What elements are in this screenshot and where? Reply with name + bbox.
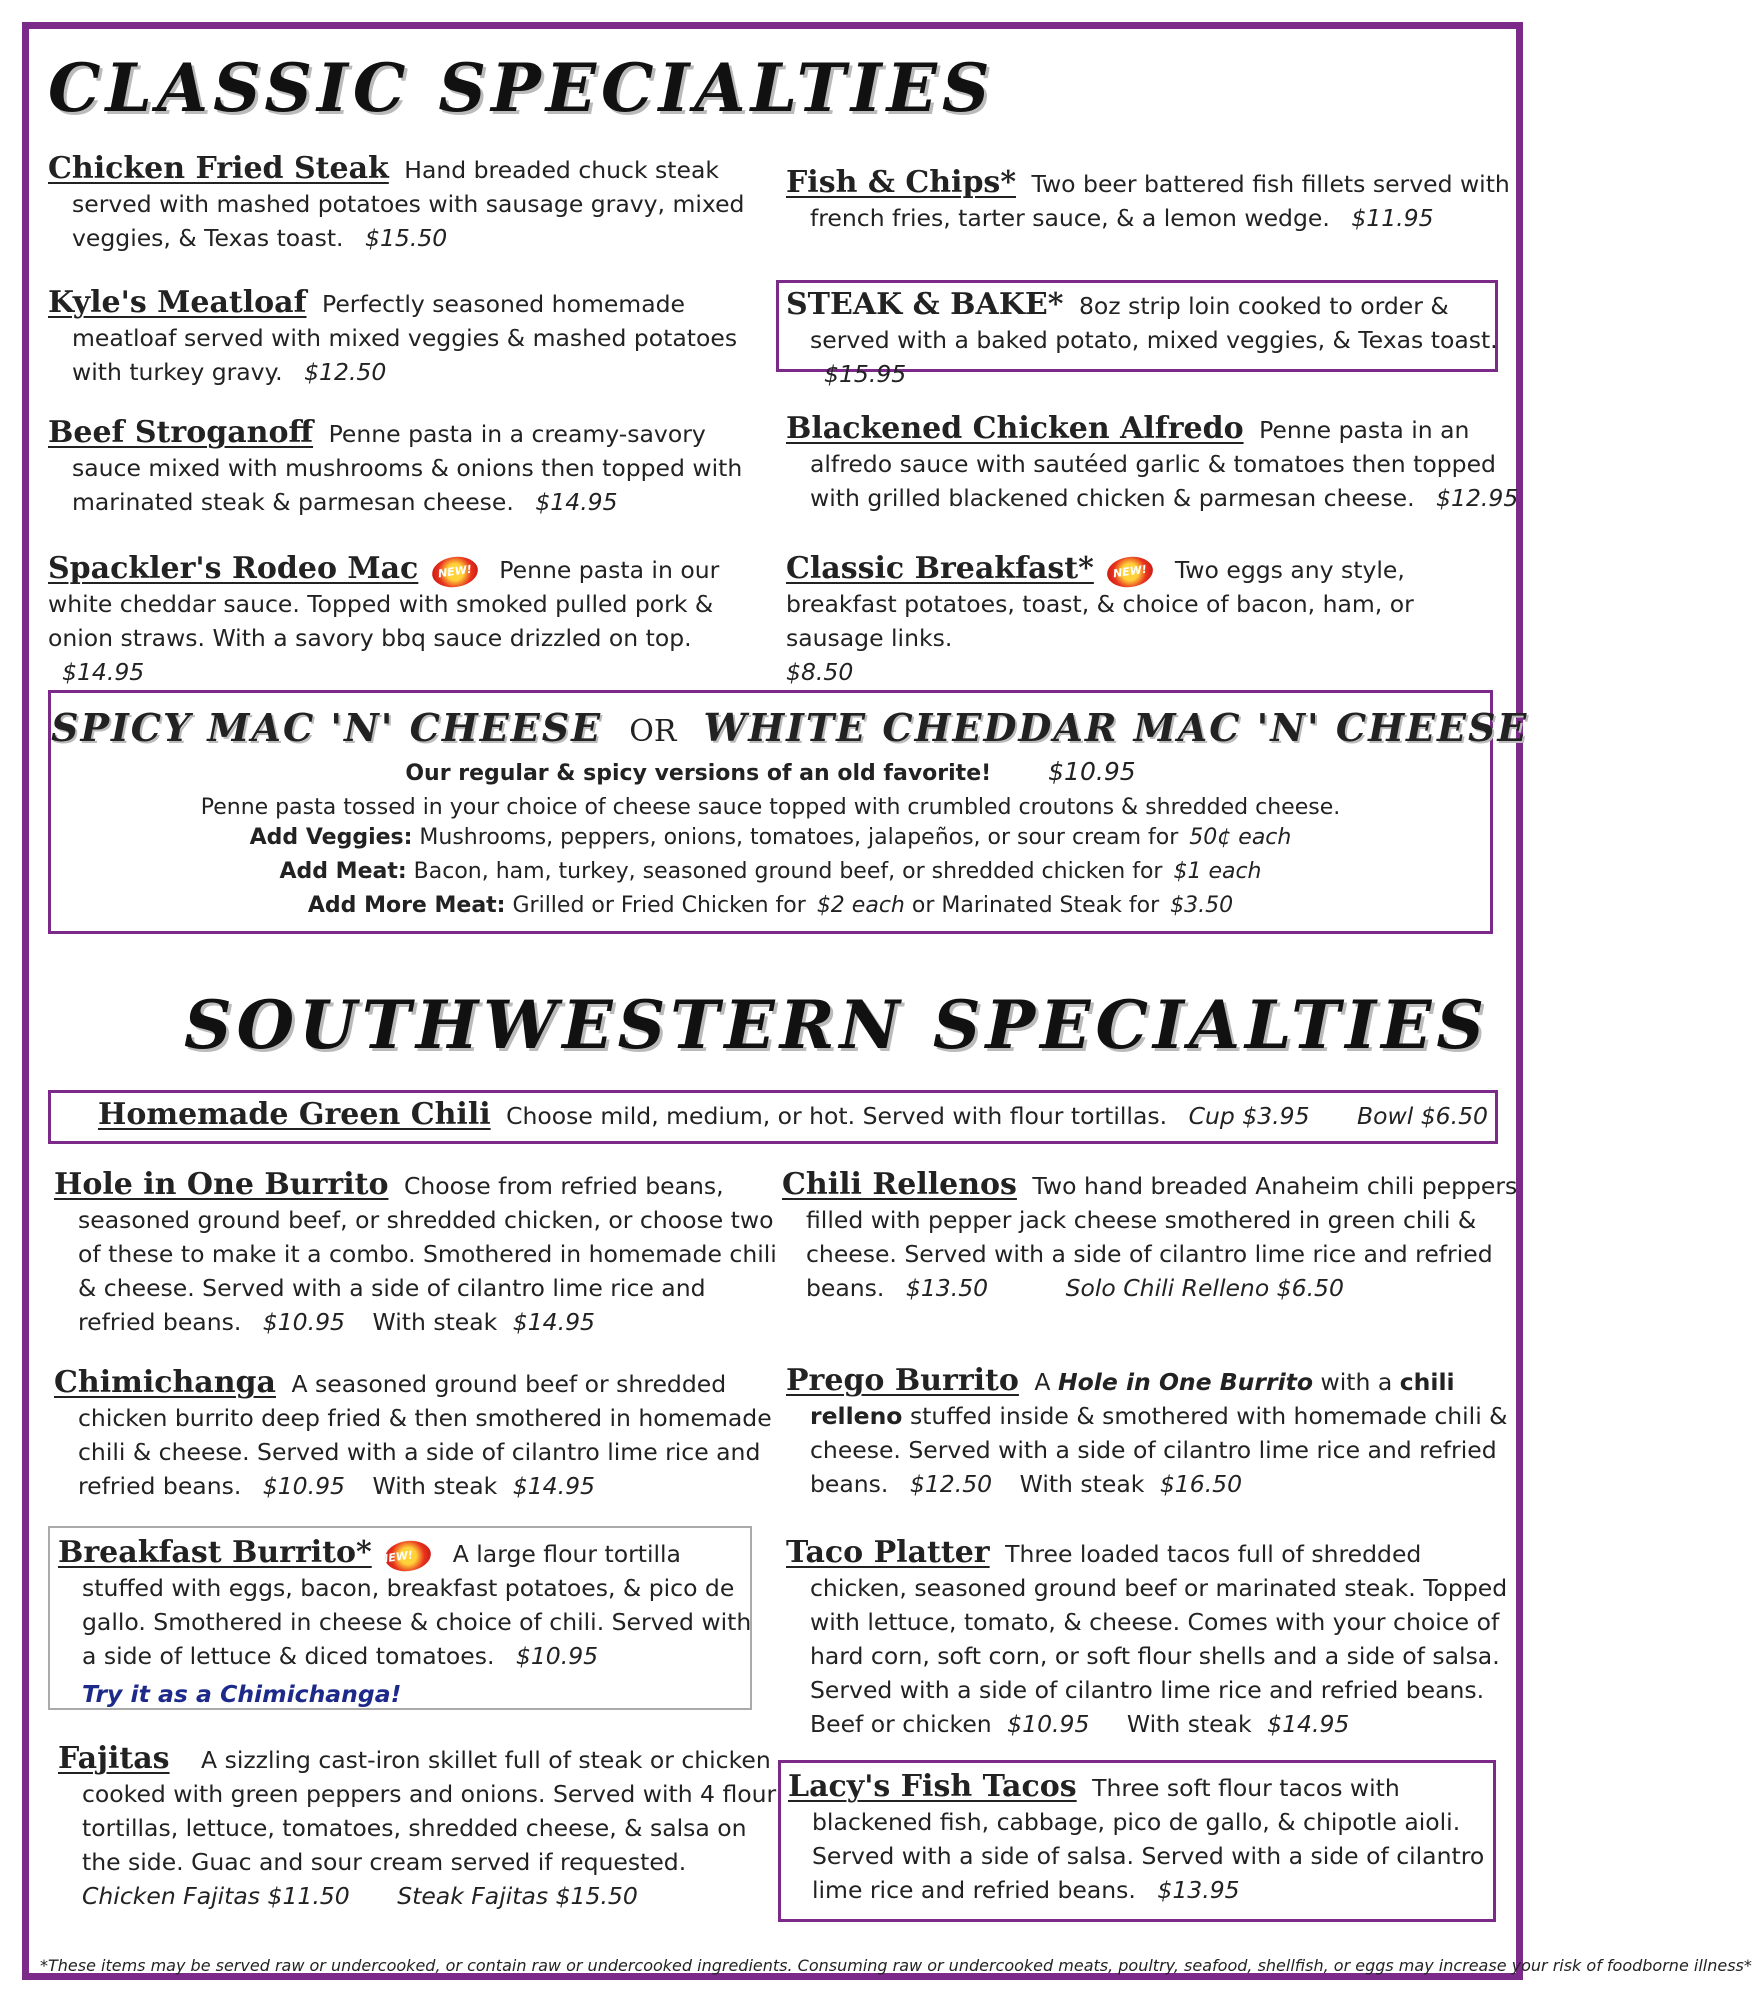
item-desc: Two hand breaded Anaheim chili peppers filled with pepper jack cheese smothered in green chili & cheese. Served with a side of cilantro lime rice and refried beans. — [806, 1172, 1518, 1302]
item-desc: Three soft flour tacos with blackened fish, cabbage, pico de gallo, & chipotle aioli. Served with a side of salsa. Served with a side of cilantro lime rice and refried beans. — [812, 1774, 1485, 1904]
item-desc-a: A — [1034, 1368, 1051, 1396]
new-badge-icon: NEW! — [1105, 553, 1155, 589]
item-extra-price: $16.50 — [1159, 1470, 1243, 1498]
meat-price: $1 each — [1173, 859, 1262, 884]
menu-item-breakfast-burrito — [58, 1536, 768, 1711]
item-desc: Two eggs any style, breakfast potatoes, toast, & choice of bacon, ham, or sausage links. — [786, 556, 1414, 652]
item-price: $10.95 — [515, 1642, 599, 1670]
item-desc: Penne pasta in an alfredo sauce with sautéed garlic & tomatoes then topped with grilled blackened chicken & parmesan cheese. — [810, 416, 1496, 512]
mac-title-spicy: SPICY MAC 'N' CHEESE — [51, 705, 603, 750]
steak-fajitas-price: Steak Fajitas $15.50 — [397, 1882, 638, 1910]
item-price: $10.95 — [1007, 1710, 1090, 1738]
mac-header — [51, 705, 1529, 750]
meat-label: Add Meat: — [279, 859, 407, 884]
classic-title: CLASSIC SPECIALTIES — [48, 49, 995, 127]
menu-item-hole-in-one-burrito — [54, 1168, 788, 1339]
item-name: Fajitas — [58, 1741, 170, 1776]
item-price: $15.95 — [824, 360, 907, 388]
menu-item-taco-platter — [786, 1536, 1522, 1741]
mac-subtitle: Our regular & spicy versions of an old favorite! — [405, 761, 992, 786]
more-meat-label: Add More Meat: — [307, 893, 506, 918]
item-name: STEAK & BAKE* — [786, 287, 1064, 322]
item-name: Classic Breakfast* — [786, 551, 1094, 586]
bowl-price: Bowl $6.50 — [1357, 1102, 1489, 1130]
chicken-fajitas-price: Chicken Fajitas $11.50 — [82, 1882, 350, 1910]
mac-more-meat-line — [51, 891, 1490, 921]
item-name: Lacy's Fish Tacos — [788, 1769, 1077, 1804]
new-badge-icon: NEW! — [430, 553, 480, 589]
southwest-title: SOUTHWESTERN SPECIALTIES — [184, 986, 1490, 1064]
menu-item-chicken-fried-steak — [48, 152, 772, 255]
mac-desc: Penne pasta tossed in your choice of cheese sauce topped with crumbled croutons & shredded cheese. — [200, 795, 1341, 820]
item-desc: A large flour tortilla stuffed with eggs, bacon, breakfast potatoes, & pico de gallo. Smothered in cheese & choice of chili. Served with a side of lettuce & diced tomatoes. — [82, 1540, 752, 1670]
more-meat-text1: Grilled or Fried Chicken for — [512, 893, 806, 918]
item-name: Breakfast Burrito* — [58, 1535, 372, 1570]
item-price: $8.50 — [786, 658, 854, 686]
chimichanga-note: Try it as a Chimichanga! — [82, 1680, 402, 1708]
menu-item-meatloaf — [48, 286, 782, 389]
menu-item-steak-bake — [786, 288, 1518, 391]
cup-price: Cup $3.95 — [1188, 1102, 1310, 1130]
mac-meat-line — [51, 857, 1490, 887]
item-desc: A seasoned ground beef or shredded chicken burrito deep fried & then smothered in homemade chili & cheese. Served with a side of cilantro lime rice and refried beans. — [78, 1370, 772, 1500]
item-extra-price: $14.95 — [1267, 1710, 1350, 1738]
item-price: $15.50 — [365, 224, 448, 252]
item-desc-b: Hole in One Burrito — [1057, 1368, 1314, 1396]
item-desc: Choose from refried beans, seasoned ground beef, or shredded chicken, or choose two of these to make it a combo. Smothered in homemade chili & cheese. Served with a side of cilantro lime rice and refried beans. — [78, 1172, 777, 1336]
item-name: Homemade Green Chili — [98, 1097, 491, 1132]
item-price: $12.50 — [304, 358, 387, 386]
mac-or: OR — [629, 714, 677, 749]
veggies-label: Add Veggies: — [249, 825, 413, 850]
item-price: $10.95 — [262, 1308, 346, 1336]
menu-item-chimichanga — [54, 1366, 788, 1503]
item-name: Spackler's Rodeo Mac — [48, 551, 419, 586]
mac-subtitle-line — [51, 757, 1490, 789]
menu-item-classic-breakfast — [786, 552, 1486, 689]
item-extra0: Beef or chicken — [810, 1710, 992, 1738]
item-price: $10.95 — [262, 1472, 346, 1500]
mac-title-white-cheddar: WHITE CHEDDAR MAC 'N' CHEESE — [703, 705, 1529, 750]
item-name: Kyle's Meatloaf — [48, 285, 307, 320]
more-meat-price2: $3.50 — [1170, 893, 1234, 918]
veggies-text: Mushrooms, peppers, onions, tomatoes, jalapeños, or sour cream for — [419, 825, 1179, 850]
item-price: $12.95 — [1436, 484, 1519, 512]
item-price: $14.95 — [62, 658, 145, 686]
item-desc: Hand breaded chuck steak served with mashed potatoes with sausage gravy, mixed veggies, & Texas toast. — [72, 156, 745, 252]
menu-item-beef-stroganoff — [48, 416, 772, 519]
item-desc: Penne pasta in a creamy-savory sauce mixed with mushrooms & onions then topped with marinated steak & parmesan cheese. — [72, 420, 743, 516]
menu-item-green-chili — [98, 1098, 1488, 1133]
item-desc: Perfectly seasoned homemade meatloaf served with mixed veggies & mashed potatoes with turkey gravy. — [72, 290, 738, 386]
menu-item-fajitas — [58, 1742, 782, 1913]
item-desc: Two beer battered fish fillets served with french fries, tarter sauce, & a lemon wedge. — [810, 170, 1510, 232]
item-name: Chicken Fried Steak — [48, 151, 389, 186]
veggies-price: 50¢ each — [1189, 825, 1292, 850]
item-desc-e: stuffed inside & smothered with homemade chili & cheese. Served with a side of cilantro lime rice and refried beans. — [810, 1402, 1508, 1498]
item-name: Prego Burrito — [786, 1363, 1019, 1398]
item-extra: With steak — [1126, 1710, 1252, 1738]
item-price: $11.95 — [1351, 204, 1434, 232]
item-desc: A sizzling cast-iron skillet full of steak or chicken cooked with green peppers and onions. Served with 4 flour tortillas, lettuce, tomatoes, shredded cheese, & salsa on the side. Guac and sour cream served if requested. — [82, 1746, 777, 1876]
meat-text: Bacon, ham, turkey, seasoned ground beef, or shredded chicken for — [413, 859, 1163, 884]
item-extra: With steak — [372, 1308, 498, 1336]
mac-price: $10.95 — [1048, 757, 1136, 786]
menu-item-rodeo-mac — [48, 552, 748, 689]
new-badge-icon: NEW! — [383, 1537, 433, 1573]
menu-item-fish-tacos — [788, 1770, 1512, 1907]
item-name: Taco Platter — [786, 1535, 990, 1570]
item-desc-c: with a — [1320, 1368, 1393, 1396]
item-price: $13.50 — [905, 1274, 989, 1302]
item-desc: Three loaded tacos full of shredded chicken, seasoned ground beef or marinated steak. Topped with lettuce, tomato, & cheese. Comes with your choice of hard corn, soft corn, or soft flour shells and a side of salsa. Served with a side of cilantro lime rice and refried beans. — [810, 1540, 1508, 1704]
menu-item-blackened-alfredo — [786, 412, 1520, 515]
menu-item-fish-chips — [786, 166, 1510, 235]
mac-cheese-box — [48, 690, 1529, 934]
item-price: $14.95 — [535, 488, 618, 516]
item-name: Chili Rellenos — [782, 1167, 1017, 1202]
item-name: Fish & Chips* — [786, 165, 1017, 200]
mac-veggies-line — [51, 823, 1490, 853]
item-desc-d: chili relleno — [810, 1368, 1455, 1430]
item-name: Blackened Chicken Alfredo — [786, 411, 1244, 446]
item-name: Beef Stroganoff — [48, 415, 314, 450]
item-price: $12.50 — [909, 1470, 993, 1498]
item-price: $13.95 — [1157, 1876, 1240, 1904]
foodborne-disclaimer: *These items may be served raw or undercooked, or contain raw or undercooked ingredients. Consuming raw or undercooked meats, poultry, seafood, shellfish, or eggs may increase your risk of foodborne illness* — [40, 1956, 1752, 1975]
menu-item-chili-rellenos — [782, 1168, 1518, 1305]
more-meat-text2: or Marinated Steak for — [911, 893, 1160, 918]
item-name: Chimichanga — [54, 1365, 276, 1400]
item-name: Hole in One Burrito — [54, 1167, 389, 1202]
item-desc: Penne pasta in our white cheddar sauce. Topped with smoked pulled pork & onion straws. With a savory bbq sauce drizzled on top. — [48, 556, 720, 652]
item-extra: With steak — [1019, 1470, 1145, 1498]
item-desc: Choose mild, medium, or hot. Served with flour tortillas. — [506, 1102, 1168, 1130]
solo-relleno-price: Solo Chili Relleno $6.50 — [1065, 1274, 1344, 1302]
item-extra: With steak — [372, 1472, 498, 1500]
item-desc: 8oz strip loin cooked to order & served with a baked potato, mixed veggies, & Texas toast. — [810, 292, 1498, 354]
item-extra-price: $14.95 — [512, 1308, 595, 1336]
more-meat-price1: $2 each — [816, 893, 905, 918]
item-extra-price: $14.95 — [512, 1472, 595, 1500]
menu-item-prego-burrito — [786, 1364, 1522, 1501]
